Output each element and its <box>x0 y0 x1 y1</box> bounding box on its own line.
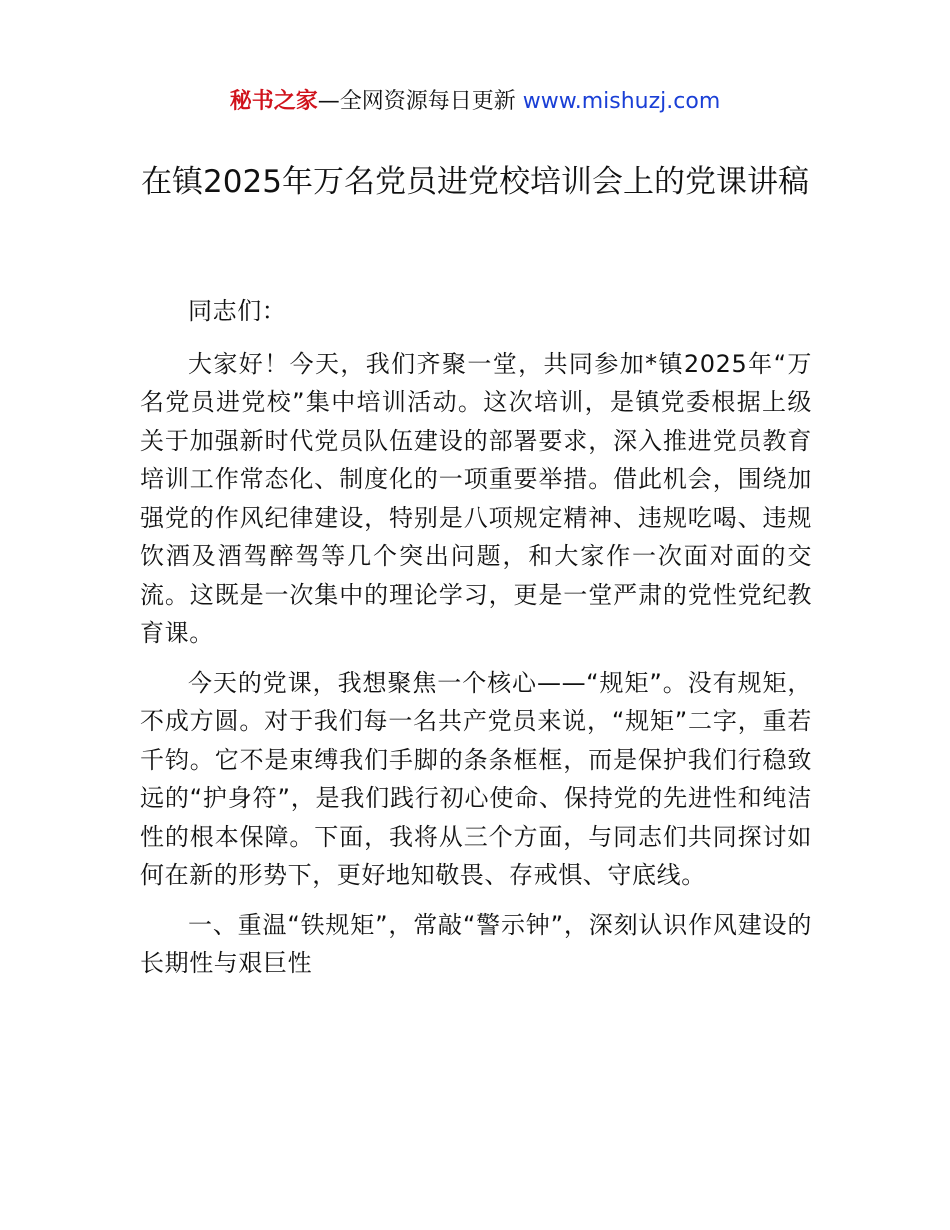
salutation: 同志们： <box>188 297 287 325</box>
document-body <box>140 292 812 994</box>
paragraph-theme: 今天的党课，我想聚焦一个核心——“规矩”。没有规矩，不成方圆。对于我们每一名共产党员来说，“规矩”二字，重若千钧。它不是束缚我们手脚的条条框框，而是保护我们行稳致远的“护身符”，是我们践行初心使命、保持党的先进性和纯洁性的根本保障。下面，我将从三个方面，与同志们共同探讨如何在新的形势下，更好地知敬畏、存戒惧、守底线。 <box>140 668 812 889</box>
header-tagline: —全网资源每日更新 <box>317 89 523 114</box>
brand-name: 秘书之家 <box>229 89 318 114</box>
paragraph-intro: 大家好！今天，我们齐聚一堂，共同参加*镇2025年“万名党员进党校”集中培训活动。这次培训，是镇党委根据上级关于加强新时代党员队伍建设的部署要求，深入推进党员教育培训工作常态化、制度化的一项重要举措。借此机会，围绕加强党的作风纪律建设，特别是八项规定精神、违规吃喝、违规饮酒及酒驾醉驾等几个突出问题，和大家作一次面对面的交流。这既是一次集中的理论学习，更是一堂严肃的党性党纪教育课。 <box>140 349 812 647</box>
section-heading-1: 一、重温“铁规矩”，常敲“警示钟”，深刻认识作风建设的长期性与艰巨性 <box>140 910 812 977</box>
document-title: 在镇2025年万名党员进党校培训会上的党课讲稿 <box>141 164 809 200</box>
site-header <box>0 86 950 118</box>
site-url-link[interactable]: www.mishuzj.com <box>522 89 721 114</box>
